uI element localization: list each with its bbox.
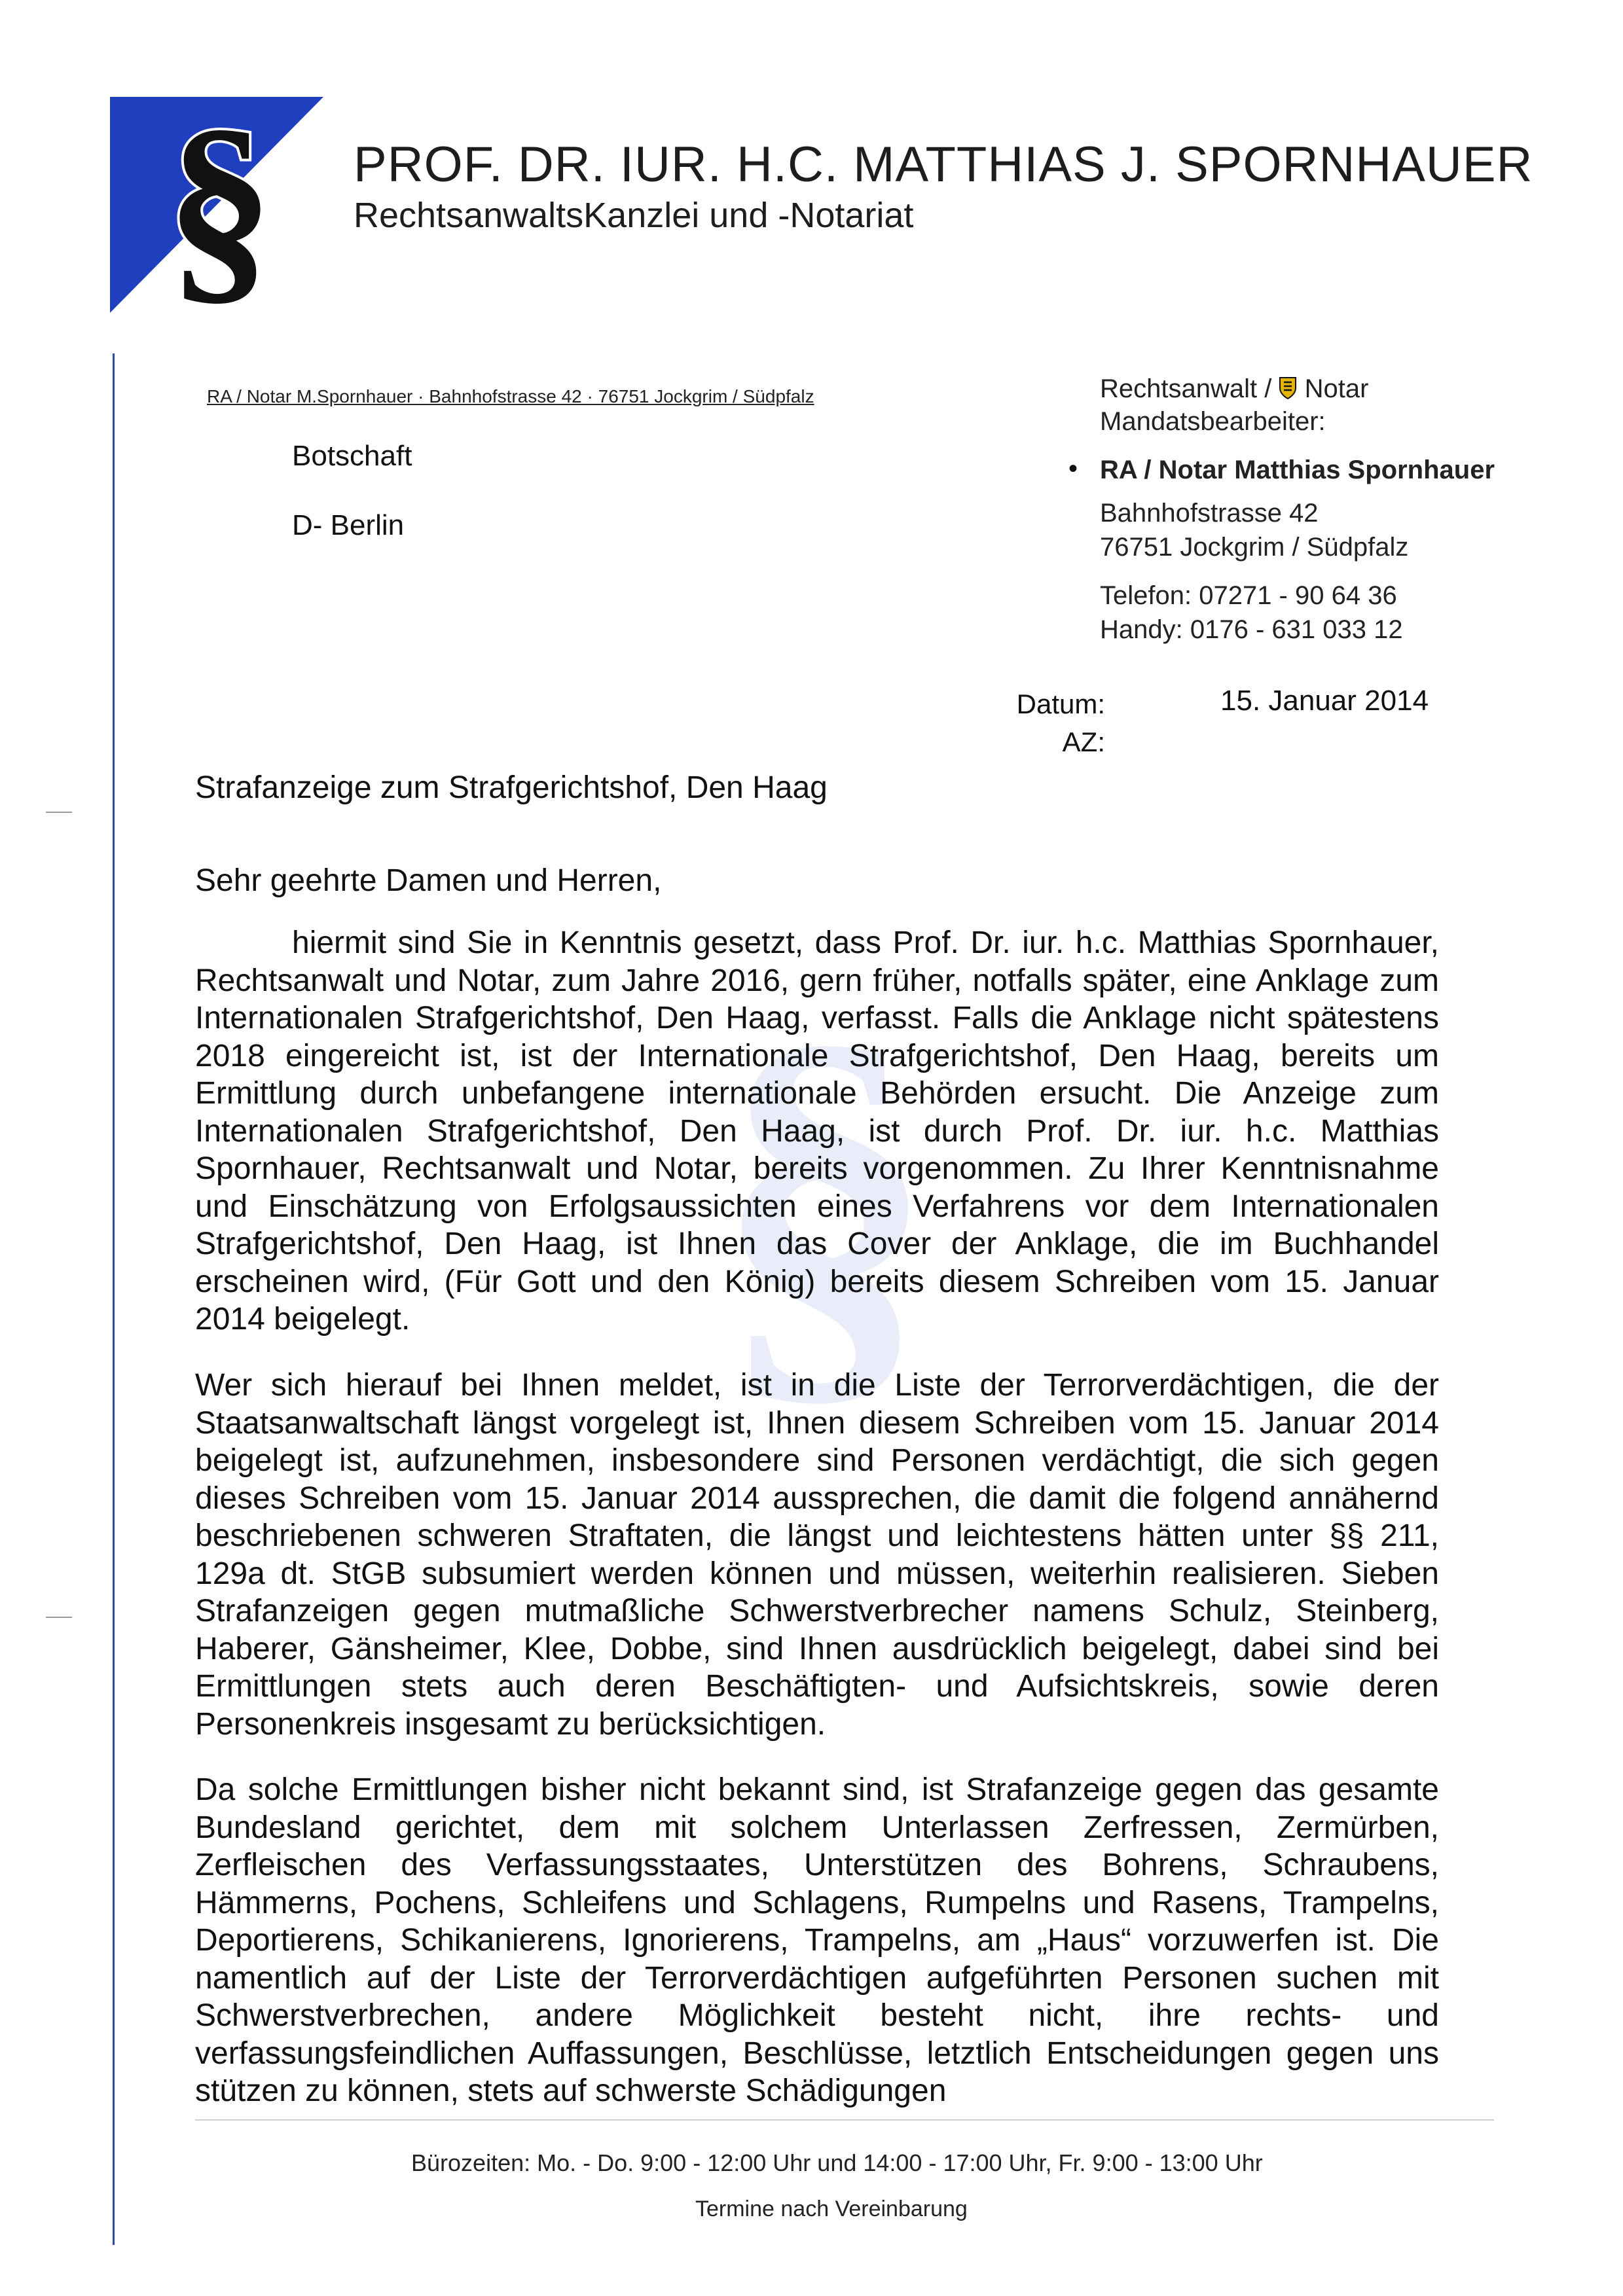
handler-label: Mandatsbearbeiter: [1100, 407, 1326, 436]
body-paragraph-1: hiermit sind Sie in Kenntnis gesetzt, dass Prof. Dr. iur. h.c. Matthias Spornhauer, Rechtsanwalt und Notar, zum Jahre 2016, gern früher, notfalls später, eine Anklage zum Internationalen Strafgerichtshof, Den Haag, verfasst. Falls die Anklage nicht spätestens 2018 eingereicht ist, ist der Internationale Strafgerichtshof, Den Haag, bereits um Ermittlung durch unbefangene internationale Behörden ersucht. Die Anzeige zum Internationalen Strafgerichtshof, Den Haag, ist durch Prof. Dr. iur. h.c. Matthias Spornhauer, Rechtsanwalt und Notar, bereits vorgenommen. Zu Ihrer Kenntnisnahme und Einschätzung von Erfolgsaussichten eines Verfahrens vor dem Internationalen Strafgerichtshof, Den Haag, ist Ihnen das Cover der Anklage, die im Buchhandel erscheinen wird, (Für Gott und den König) bereits diesem Schreiben vom 15. Januar 2014 beigelegt. [195, 925, 1439, 1336]
paragraph-logo-icon [110, 97, 323, 313]
date-value: 15. Januar 2014 [1220, 685, 1429, 717]
reference-label: AZ: [1062, 726, 1105, 757]
contact-city: 76751 Jockgrim / Südpfalz [1100, 533, 1409, 562]
subject-line: Strafanzeige zum Strafgerichtshof, Den Haag [195, 770, 828, 805]
margin-line [113, 353, 115, 2245]
sender-return-line: RA / Notar M.Spornhauer · Bahnhofstrasse 42 · 76751 Jockgrim / Südpfalz [207, 386, 814, 406]
bullet-icon: • [1068, 454, 1078, 483]
handler-name: RA / Notar Matthias Spornhauer [1100, 456, 1495, 484]
role-prefix: Rechtsanwalt / [1100, 374, 1272, 403]
recipient-line-1: Botschaft [292, 440, 412, 472]
fold-mark [46, 812, 72, 813]
footer-divider [195, 2119, 1494, 2121]
contact-mobile: Handy: 0176 - 631 033 12 [1100, 615, 1403, 644]
punch-mark [46, 1617, 72, 1618]
watermark-symbol: § [714, 982, 936, 1414]
letterhead-name: PROF. DR. IUR. H.C. MATTHIAS J. SPORNHAUER [354, 137, 1533, 192]
salutation: Sehr geehrte Damen und Herren, [195, 863, 662, 898]
contact-phone: Telefon: 07271 - 90 64 36 [1100, 581, 1397, 610]
date-label: Datum: [1016, 689, 1105, 719]
letterhead-subtitle: RechtsanwaltsKanzlei und -Notariat [354, 196, 914, 235]
logo-symbol: § [166, 97, 274, 313]
recipient-line-2: D- Berlin [292, 509, 405, 541]
appointments-note: Termine nach Vereinbarung [695, 2197, 968, 2221]
contact-street: Bahnhofstrasse 42 [1100, 499, 1319, 528]
contact-role [1100, 374, 1368, 404]
office-hours: Bürozeiten: Mo. - Do. 9:00 - 12:00 Uhr und 14:00 - 17:00 Uhr, Fr. 9:00 - 13:00 Uhr [411, 2149, 1263, 2176]
role-suffix: Notar [1304, 374, 1369, 403]
body-paragraph-2: Wer sich hierauf bei Ihnen meldet, ist in die Liste der Terrorverdächtigen, die der Staatsanwaltschaft längst vorgelegt ist, Ihnen diesem Schreiben vom 15. Januar 2014 beigelegt ist, aufzunehmen, insbesondere sind Personen verdächtigt, die sich gegen dieses Schreiben vom 15. Januar 2014 aussprechen, die damit die folgend annähernd beschriebenen schweren Straftaten, die längst und leichtestens hätten unter §§ 211, 129a dt. StGB subsumiert werden können und müssen, weiterhin realisieren. Sieben Strafanzeigen gegen mutmaßliche Schwerstverbrecher namens Schulz, Steinberg, Haberer, Gänsheimer, Klee, Dobbe, sind Ihnen ausdrücklich beigelegt, dabei sind bei Ermittlungen stets auch deren Beschäftigten- und Aufsichtskreis, sowie deren Personenkreis insgesamt zu berücksichtigen. [195, 1368, 1439, 1742]
coat-of-arms-icon [1279, 376, 1297, 400]
body-paragraph-3: Da solche Ermittlungen bisher nicht bekannt sind, ist Strafanzeige gegen das gesamte Bundesland gerichtet, dem mit solchem Unterlassen Zerfressen, Zermürben, Zerfleischen des Verfassungsstaates, Unterstützen des Bohrens, Schraubens, Hämmerns, Pochens, Schleifens und Schlagens, Rumpelns und Rasens, Trampelns, Deportierens, Schikanierens, Ignorierens, Trampelns, am „Haus“ vorzuwerfen ist. Die namentlich auf der Liste der Terrorverdächtigen aufgeführten Personen suchen mit Schwerstverbrechen, andere Möglichkeit besteht nicht, ihre rechts- und verfassungsfeindlichen Auffassungen, Beschlüsse, letztlich Entscheidungen gegen uns stützen zu können, stets auf schwerste Schädigungen [195, 1772, 1439, 2108]
